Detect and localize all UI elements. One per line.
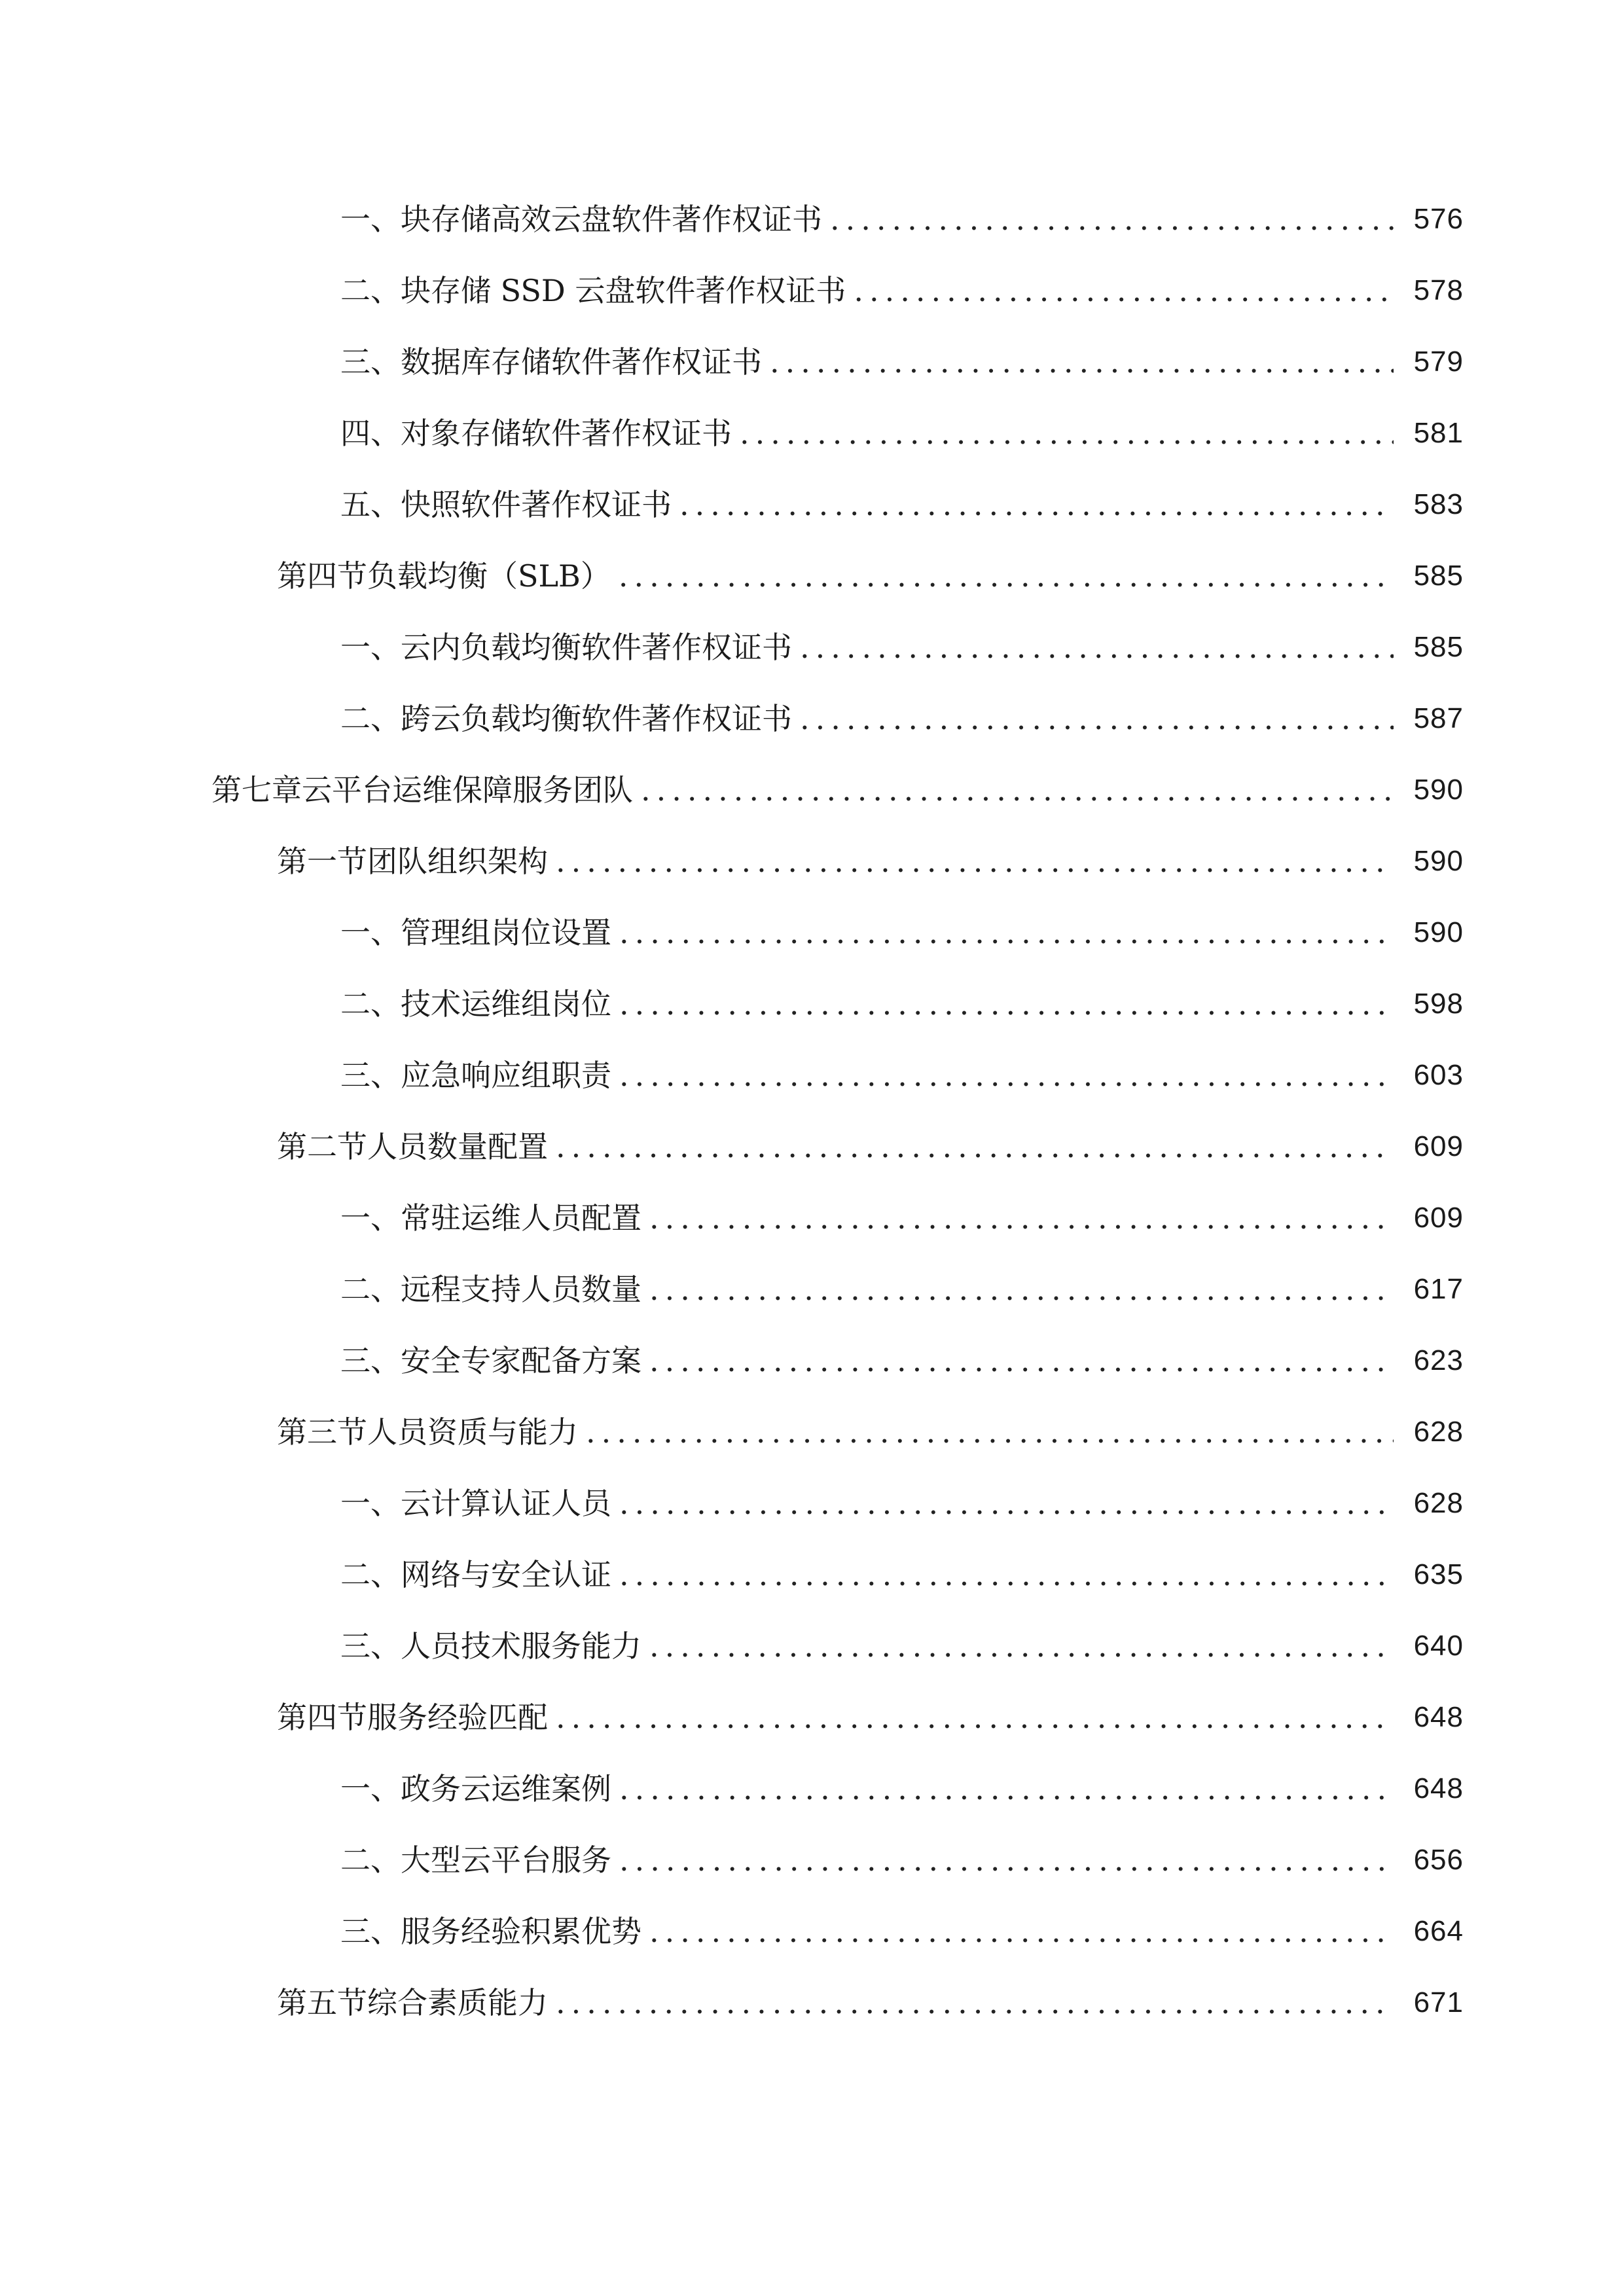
toc-entry[interactable] — [0, 825, 1624, 897]
toc-dot-leader — [556, 1983, 1394, 2022]
toc-dot-leader — [619, 1555, 1394, 1594]
toc-entry-page-number: 664 — [1413, 1914, 1464, 1947]
toc-entry-page-number: 576 — [1413, 202, 1464, 235]
toc-entry[interactable] — [0, 1253, 1624, 1325]
toc-entry-title: 人员数量配置 — [367, 1128, 548, 1164]
toc-entry-page-number: 587 — [1413, 702, 1464, 734]
toc-entry-marker: 三、 — [340, 1342, 401, 1378]
toc-dot-leader — [619, 913, 1394, 952]
toc-dot-leader — [619, 1484, 1394, 1523]
toc-entry-title: 服务经验积累优势 — [401, 1913, 641, 1949]
toc-dot-leader — [649, 1626, 1394, 1666]
toc-entry[interactable] — [0, 1039, 1624, 1111]
toc-entry-title: 常驻运维人员配置 — [401, 1200, 641, 1236]
toc-entry-marker: 三、 — [340, 1913, 401, 1949]
toc-entry-title: 人员技术服务能力 — [401, 1628, 641, 1664]
toc-entry[interactable] — [0, 1895, 1624, 1967]
toc-entry-title: 云平台运维保障服务团队 — [302, 772, 633, 808]
toc-dot-leader — [854, 271, 1394, 310]
toc-entry-title: 安全专家配备方案 — [401, 1342, 641, 1378]
toc-entry-marker: 第四节 — [277, 1699, 367, 1735]
toc-dot-leader — [649, 1198, 1394, 1238]
toc-entry-page-number: 598 — [1413, 987, 1464, 1020]
toc-entry-page-number: 648 — [1413, 1700, 1464, 1733]
toc-entry[interactable] — [0, 183, 1624, 255]
toc-dot-leader — [619, 1056, 1394, 1095]
toc-entry[interactable] — [0, 397, 1624, 469]
toc-entry-title: 应急响应组职责 — [401, 1057, 611, 1093]
toc-entry-marker: 三、 — [340, 1628, 401, 1664]
table-of-contents — [0, 183, 1624, 2038]
toc-entry-marker: 一、 — [340, 914, 401, 950]
toc-entry[interactable] — [0, 540, 1624, 611]
toc-entry-marker: 二、 — [340, 1271, 401, 1307]
toc-dot-leader — [619, 556, 1394, 596]
toc-entry-marker: 一、 — [340, 201, 401, 237]
toc-entry-page-number: 581 — [1413, 416, 1464, 449]
toc-entry-marker: 二、 — [340, 700, 401, 736]
toc-entry-page-number: 579 — [1413, 345, 1464, 378]
toc-entry-marker: 三、 — [340, 1057, 401, 1093]
toc-entry-title: 远程支持人员数量 — [401, 1271, 641, 1307]
toc-entry-page-number: 617 — [1413, 1272, 1464, 1305]
toc-entry[interactable] — [0, 1325, 1624, 1396]
toc-entry-title: 政务云运维案例 — [401, 1770, 611, 1806]
toc-dot-leader — [619, 984, 1394, 1024]
toc-entry-marker: 五、 — [340, 486, 401, 522]
toc-entry-marker: 二、 — [340, 986, 401, 1022]
toc-entry-title: 云计算认证人员 — [401, 1485, 611, 1521]
toc-entry[interactable] — [0, 1610, 1624, 1681]
toc-entry-page-number: 583 — [1413, 488, 1464, 520]
toc-dot-leader — [740, 414, 1394, 453]
toc-dot-leader — [770, 342, 1394, 382]
toc-entry-marker: 第七章 — [211, 772, 302, 808]
toc-entry-page-number: 635 — [1413, 1558, 1464, 1590]
toc-dot-leader — [586, 1412, 1394, 1452]
toc-entry[interactable] — [0, 326, 1624, 397]
toc-entry-title: 跨云负载均衡软件著作权证书 — [401, 700, 792, 736]
toc-entry-title: 网络与安全认证 — [401, 1556, 611, 1592]
toc-dot-leader — [556, 1127, 1394, 1166]
toc-entry-page-number: 578 — [1413, 274, 1464, 306]
toc-entry-title: 技术运维组岗位 — [401, 986, 611, 1022]
toc-dot-leader — [641, 770, 1394, 810]
toc-dot-leader — [679, 485, 1394, 524]
toc-dot-leader — [556, 1698, 1394, 1737]
toc-entry-marker: 第五节 — [277, 1984, 367, 2020]
toc-entry-page-number: 628 — [1413, 1415, 1464, 1448]
toc-entry-title: 块存储 SSD 云盘软件著作权证书 — [401, 272, 846, 308]
toc-entry[interactable] — [0, 897, 1624, 968]
toc-entry-title: 快照软件著作权证书 — [401, 486, 672, 522]
toc-entry[interactable] — [0, 1967, 1624, 2038]
toc-entry-marker: 一、 — [340, 1770, 401, 1806]
toc-entry-page-number: 590 — [1413, 773, 1464, 806]
toc-entry-marker: 第四节 — [277, 558, 367, 594]
toc-entry-page-number: 609 — [1413, 1201, 1464, 1234]
toc-entry-page-number: 628 — [1413, 1486, 1464, 1519]
toc-entry-page-number: 585 — [1413, 630, 1464, 663]
toc-entry[interactable] — [0, 1539, 1624, 1610]
toc-entry[interactable] — [0, 611, 1624, 683]
toc-entry-title: 综合素质能力 — [367, 1984, 548, 2020]
toc-entry[interactable] — [0, 1824, 1624, 1895]
toc-entry-marker: 二、 — [340, 1556, 401, 1592]
toc-entry-title: 数据库存储软件著作权证书 — [401, 344, 762, 380]
toc-entry-title: 云内负载均衡软件著作权证书 — [401, 629, 792, 665]
toc-entry[interactable] — [0, 1396, 1624, 1467]
toc-dot-leader — [556, 842, 1394, 881]
toc-entry-page-number: 656 — [1413, 1843, 1464, 1876]
toc-entry-marker: 一、 — [340, 629, 401, 665]
toc-entry-page-number: 623 — [1413, 1344, 1464, 1376]
toc-entry-page-number: 590 — [1413, 916, 1464, 948]
toc-entry[interactable] — [0, 469, 1624, 540]
toc-dot-leader — [619, 1769, 1394, 1808]
toc-entry-marker: 四、 — [340, 415, 401, 451]
toc-entry-page-number: 648 — [1413, 1772, 1464, 1804]
toc-entry[interactable] — [0, 1753, 1624, 1824]
toc-entry-marker: 二、 — [340, 1842, 401, 1878]
toc-dot-leader — [649, 1270, 1394, 1309]
toc-entry-page-number: 590 — [1413, 844, 1464, 877]
toc-entry-page-number: 585 — [1413, 559, 1464, 592]
toc-entry-title: 负载均衡（SLB） — [367, 558, 611, 594]
toc-entry[interactable] — [0, 968, 1624, 1039]
toc-entry-marker: 第一节 — [277, 843, 367, 879]
toc-entry-marker: 二、 — [340, 272, 401, 308]
toc-entry-title: 对象存储软件著作权证书 — [401, 415, 732, 451]
toc-entry[interactable] — [0, 1182, 1624, 1253]
toc-entry-title: 服务经验匹配 — [367, 1699, 548, 1735]
toc-entry[interactable] — [0, 1467, 1624, 1539]
toc-entry-marker: 一、 — [340, 1485, 401, 1521]
toc-entry-marker: 第二节 — [277, 1128, 367, 1164]
toc-dot-leader — [649, 1912, 1394, 1951]
toc-entry[interactable] — [0, 255, 1624, 326]
toc-entry-page-number: 640 — [1413, 1629, 1464, 1662]
toc-entry[interactable] — [0, 683, 1624, 754]
toc-dot-leader — [830, 200, 1394, 239]
toc-entry-marker: 三、 — [340, 344, 401, 380]
toc-entry-title: 大型云平台服务 — [401, 1842, 611, 1878]
toc-entry[interactable] — [0, 754, 1624, 825]
toc-entry-page-number: 603 — [1413, 1058, 1464, 1091]
toc-entry-title: 块存储高效云盘软件著作权证书 — [401, 201, 822, 237]
toc-entry-title: 管理组岗位设置 — [401, 914, 611, 950]
toc-entry-title: 人员资质与能力 — [367, 1414, 578, 1450]
toc-entry-marker: 一、 — [340, 1200, 401, 1236]
toc-dot-leader — [800, 699, 1394, 738]
toc-entry-marker: 第三节 — [277, 1414, 367, 1450]
toc-entry-title: 团队组织架构 — [367, 843, 548, 879]
toc-dot-leader — [619, 1840, 1394, 1880]
toc-dot-leader — [649, 1341, 1394, 1380]
toc-dot-leader — [800, 628, 1394, 667]
toc-entry-page-number: 671 — [1413, 1986, 1464, 2018]
toc-entry[interactable] — [0, 1111, 1624, 1182]
toc-entry-page-number: 609 — [1413, 1130, 1464, 1162]
toc-entry[interactable] — [0, 1681, 1624, 1753]
